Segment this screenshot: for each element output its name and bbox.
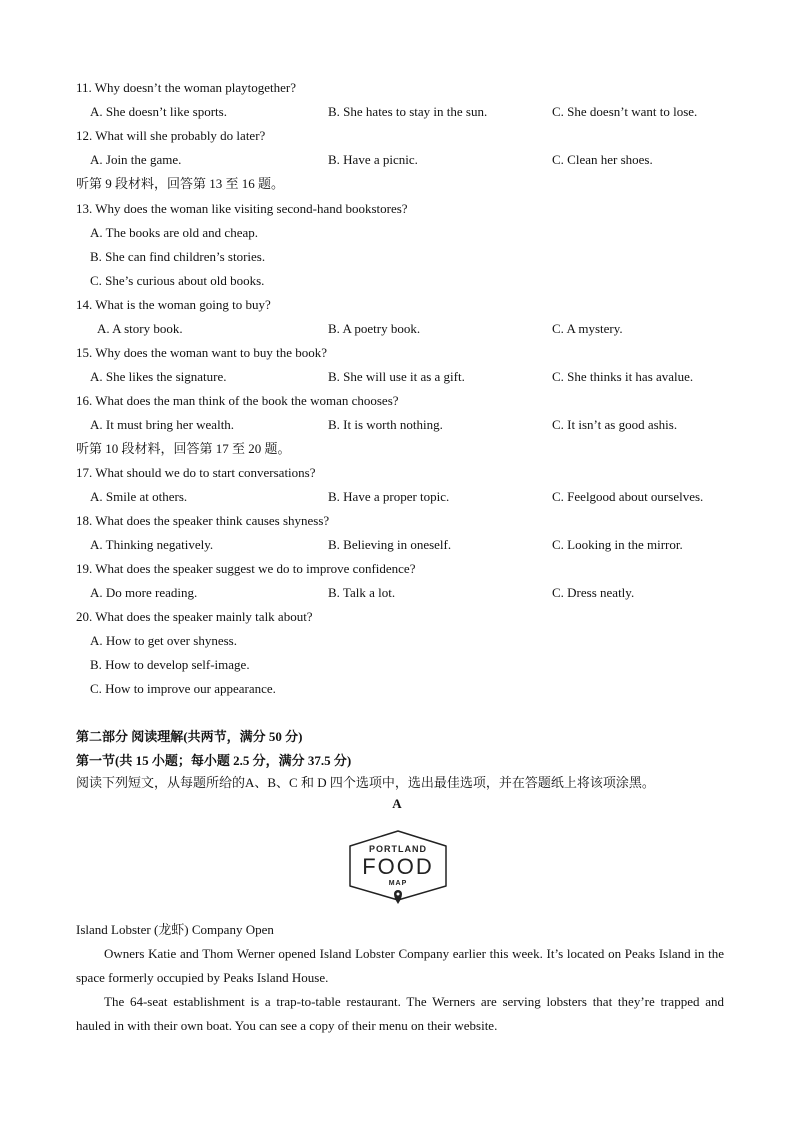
part-two-title: 第二部分 阅读理解(共两节，满分 50 分) [76,729,303,744]
question-17-option-c: C. Feelgood about ourselves. [552,489,704,504]
question-15-stem: 15. Why does the woman want to buy the book? [76,345,328,360]
question-20-option-c: C. How to improve our appearance. [90,681,276,696]
question-15-option-b: B. She will use it as a gift. [328,369,465,384]
question-14-option-a: A. A story book. [97,321,183,336]
logo-text-map: MAP [388,880,408,887]
reading-instruction: 阅读下列短文，从每题所给的A、B、C 和 D 四个选项中，选出最佳选项，并在答题纸上将该项涂黑。 [76,775,655,790]
question-20-stem: 20. What does the speaker mainly talk about? [76,609,313,624]
section-one-title: 第一节(共 15 小题；每小题 2.5 分，满分 37.5 分) [76,753,352,768]
question-14-option-b: B. A poetry book. [328,321,421,336]
question-11-option-a: A. She doesn’t like sports. [90,104,227,119]
question-13-option-c: C. She’s curious about old books. [90,273,265,288]
logo-text-food: FOOD [362,854,434,879]
question-11-option-b: B. She hates to stay in the sun. [328,104,488,119]
article-title: Island Lobster (龙虾) Company Open [76,922,274,937]
map-pin-icon [394,890,402,904]
question-20-option-b: B. How to develop self-image. [90,657,250,672]
instruction-material-9: 听第 9 段材料，回答第 13 至 16 题。 [76,176,285,191]
question-13-option-a: A. The books are old and cheap. [90,225,258,240]
article-paragraph-1: Owners Katie and Thom Werner opened Island Lobster Company earlier this week. It’s located on Peaks Island in the space formerly occupied by Peaks Island House. [76,946,724,985]
question-18-stem: 18. What does the speaker think causes shyness? [76,513,330,528]
question-15-option-c: C. She thinks it has avalue. [552,369,694,384]
question-12-option-a: A. Join the game. [90,152,182,167]
logo-text-portland: PORTLAND [369,844,427,854]
question-12-stem: 12. What will she probably do later? [76,128,266,143]
question-18-option-a: A. Thinking negatively. [90,537,214,552]
question-18-option-b: B. Believing in oneself. [328,537,452,552]
question-12-option-c: C. Clean her shoes. [552,152,653,167]
question-20-option-a: A. How to get over shyness. [90,633,237,648]
question-14-option-c: C. A mystery. [552,321,623,336]
question-19-option-a: A. Do more reading. [90,585,198,600]
question-16-stem: 16. What does the man think of the book the woman chooses? [76,393,399,408]
question-13-option-b: B. She can find children’s stories. [90,249,266,264]
question-16-option-c: C. It isn’t as good ashis. [552,417,678,432]
portland-food-map-logo [344,828,452,908]
question-13-stem: 13. Why does the woman like visiting second-hand bookstores? [76,201,408,216]
question-17-option-b: B. Have a proper topic. [328,489,450,504]
question-16-option-a: A. It must bring her wealth. [90,417,235,432]
passage-letter: A [392,796,402,811]
question-17-option-a: A. Smile at others. [90,489,188,504]
question-17-stem: 17. What should we do to start conversations? [76,465,316,480]
instruction-material-10: 听第 10 段材料，回答第 17 至 20 题。 [76,441,291,456]
question-19-option-c: C. Dress neatly. [552,585,635,600]
question-19-option-b: B. Talk a lot. [328,585,396,600]
question-14-stem: 14. What is the woman going to buy? [76,297,271,312]
question-15-option-a: A. She likes the signature. [90,369,227,384]
question-11-option-c: C. She doesn’t want to lose. [552,104,698,119]
question-16-option-b: B. It is worth nothing. [328,417,443,432]
question-18-option-c: C. Looking in the mirror. [552,537,683,552]
question-19-stem: 19. What does the speaker suggest we do to improve confidence? [76,561,416,576]
question-11-stem: 11. Why doesn’t the woman playtogether? [76,80,296,95]
question-12-option-b: B. Have a picnic. [328,152,418,167]
article-paragraph-2: The 64-seat establishment is a trap-to-table restaurant. The Werners are serving lobsters that they’re trapped and hauled in with their own boat. You can see a copy of their menu on their website. [76,994,724,1033]
